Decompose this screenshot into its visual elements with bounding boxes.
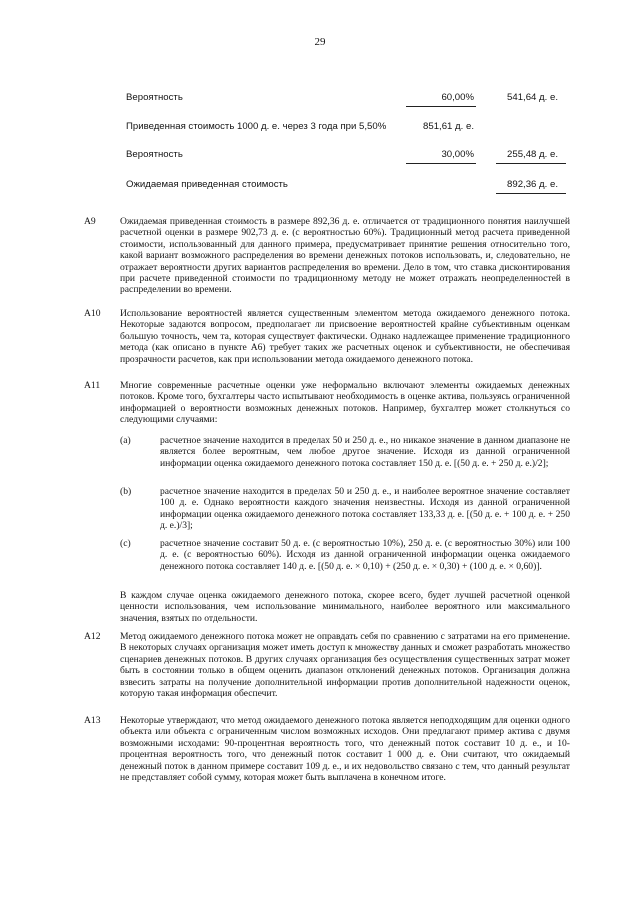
- paragraph-a13: [84, 715, 570, 783]
- paragraph-text: Ожидаемая приведенная стоимость в размере 892,36 д. е. отличается от традиционного понятия наилучшей расчетной оценки в размере 902,73 д. е. (с вероятностью 60%). Традиционный метод расчета приведенной стоимости, использованный для данного примера, предусматривает принятие решения относительно того, какой вариант возможного распределения во времени денежных потоков использовать, и, следовательно, не отражает вероятности других вариантов распределения во времени. Дело в том, что ставка дисконтирования при расчете приведенной стоимости по традиционному методу не может отражать неопределенностей в распределении во времени.: [120, 216, 570, 296]
- calc-row-probability-1: [126, 89, 566, 107]
- case-text: расчетное значение находится в пределах 50 и 250 д. е., и наиболее вероятное значение составляет 100 д. е. Однако вероятности каждого значения неизвестны. Исходя из данной ограниченной информации оценка ожидаемого денежного потока составляет 133,33 д. е. [(50 д. е. + 100 д. е. + 250 д. е.)/3];: [160, 486, 570, 532]
- case-letter: (a): [120, 435, 131, 446]
- paragraph-a10: [84, 308, 570, 365]
- paragraph-text: В каждом случае оценка ожидаемого денежного потока, скорее всего, будет лучшей расчетной оценкой ценности использования, чем использование минимального, наиболее вероятного или максимального значения, взятых по отдельности.: [120, 590, 570, 624]
- paragraph-number: A12: [84, 631, 101, 642]
- calc-row-label: Ожидаемая приведенная стоимость: [126, 179, 288, 190]
- calc-row-value-1: 851,61 д. е.: [423, 121, 474, 132]
- paragraph-text: Метод ожидаемого денежного потока может не оправдать себя по сравнению с затратами на его применение. В некоторых случаях организация может иметь доступ к множеству данных и сможет разработать множество сценариев денежных потоков. В других случаях организация без осуществления существенных затрат может быть в состоянии только в общем оценить диапазон отклонений денежных потоков. Организация должна взвесить затраты на получение дополнительной информации против дополнительной надежности оценок, которую такая информация обеспечит.: [120, 631, 570, 700]
- calc-row-probability-2: [126, 146, 566, 164]
- case-a: [120, 435, 570, 469]
- calc-row-value-1: 60,00%: [441, 92, 474, 103]
- case-b: [120, 486, 570, 532]
- calc-row-value-2: 255,48 д. е.: [507, 149, 558, 160]
- paragraph-number: A11: [84, 380, 101, 391]
- calc-row-present-value: [126, 118, 566, 136]
- paragraph-number: A13: [84, 715, 101, 726]
- paragraph-text: Использование вероятностей является существенным элементом метода ожидаемого денежного потока. Некоторые задаются вопросом, предполагает ли присвоение вероятностей крайне субъективным оценкам большую точность, чем та, которая существует фактически. Однако надлежащее применение традиционного метода (как описано в пункте A6) требует таких же расчетных оценок и субъективности, не обеспечивая прозрачности расчетов, как при использовании метода ожидаемого денежного потока.: [120, 308, 570, 365]
- underline: [496, 163, 566, 164]
- paragraph-text: Некоторые утверждают, что метод ожидаемого денежного потока является неподходящим для оценки одного объекта или объекта с ограниченным числом возможных исходов. Они предлагают пример актива с двумя возможными исходами: 90-процентная вероятность того, что денежный поток составит 10 д. е., и 10-процентная вероятность того, что денежный поток составит 1 000 д. е. Они считают, что ожидаемый денежный поток в данном примере составит 109 д. е., и их недовольство связано с тем, что данный результат не представляет собой сумму, которая может быть выплачена в конечном итоге.: [120, 715, 570, 784]
- calc-row-value-1: 30,00%: [441, 149, 474, 160]
- case-c: [120, 538, 570, 572]
- paragraph-a11: [84, 380, 570, 426]
- calc-row-label: Вероятность: [126, 92, 183, 103]
- underline: [496, 193, 566, 194]
- underline: [406, 106, 476, 107]
- case-letter: (c): [120, 538, 131, 549]
- paragraph-number: A10: [84, 308, 101, 319]
- paragraph-a12: [84, 631, 570, 699]
- case-letter: (b): [120, 486, 132, 497]
- underline: [406, 163, 476, 164]
- calc-row-label: Вероятность: [126, 149, 183, 160]
- calc-row-value-2: 541,64 д. е.: [507, 92, 558, 103]
- case-text: расчетное значение составит 50 д. е. (с вероятностью 10%), 250 д. е. (с вероятностью 30%) или 100 д. е. (с вероятностью 60%). Исходя из данной ограниченной информации оценка ожидаемого денежного потока составляет 140 д. е. [(50 д. е. × 0,10) + (250 д. е. × 0,30) + (100 д. е. × 0,60)].: [160, 538, 570, 572]
- calc-row-expected-present-value: [126, 176, 566, 194]
- paragraph-number: A9: [84, 216, 96, 227]
- calc-row-value-2: 892,36 д. е.: [507, 179, 558, 190]
- paragraph-a9: [84, 216, 570, 296]
- page-number: 29: [314, 36, 326, 48]
- paragraph-text: Многие современные расчетные оценки уже неформально включают элементы ожидаемых денежных потоков. Кроме того, бухгалтеры часто испытывают необходимость в оценке актива, пользуясь ограниченной информацией о вероятности возможных денежных потоков. Например, бухгалтер может столкнуться со следующими случаями:: [120, 380, 570, 426]
- case-text: расчетное значение находится в пределах 50 и 250 д. е., но никакое значение в данном диапазоне не является более вероятным, чем любое другое значение. Исходя из данной ограниченной информации оценка ожидаемого денежного потока составляет 150 д. е. [(50 д. е. + 250 д. е.)/2];: [160, 435, 570, 469]
- paragraph-a11-conclusion: [84, 590, 570, 624]
- calc-row-label: Приведенная стоимость 1000 д. е. через 3 года при 5,50%: [126, 121, 387, 132]
